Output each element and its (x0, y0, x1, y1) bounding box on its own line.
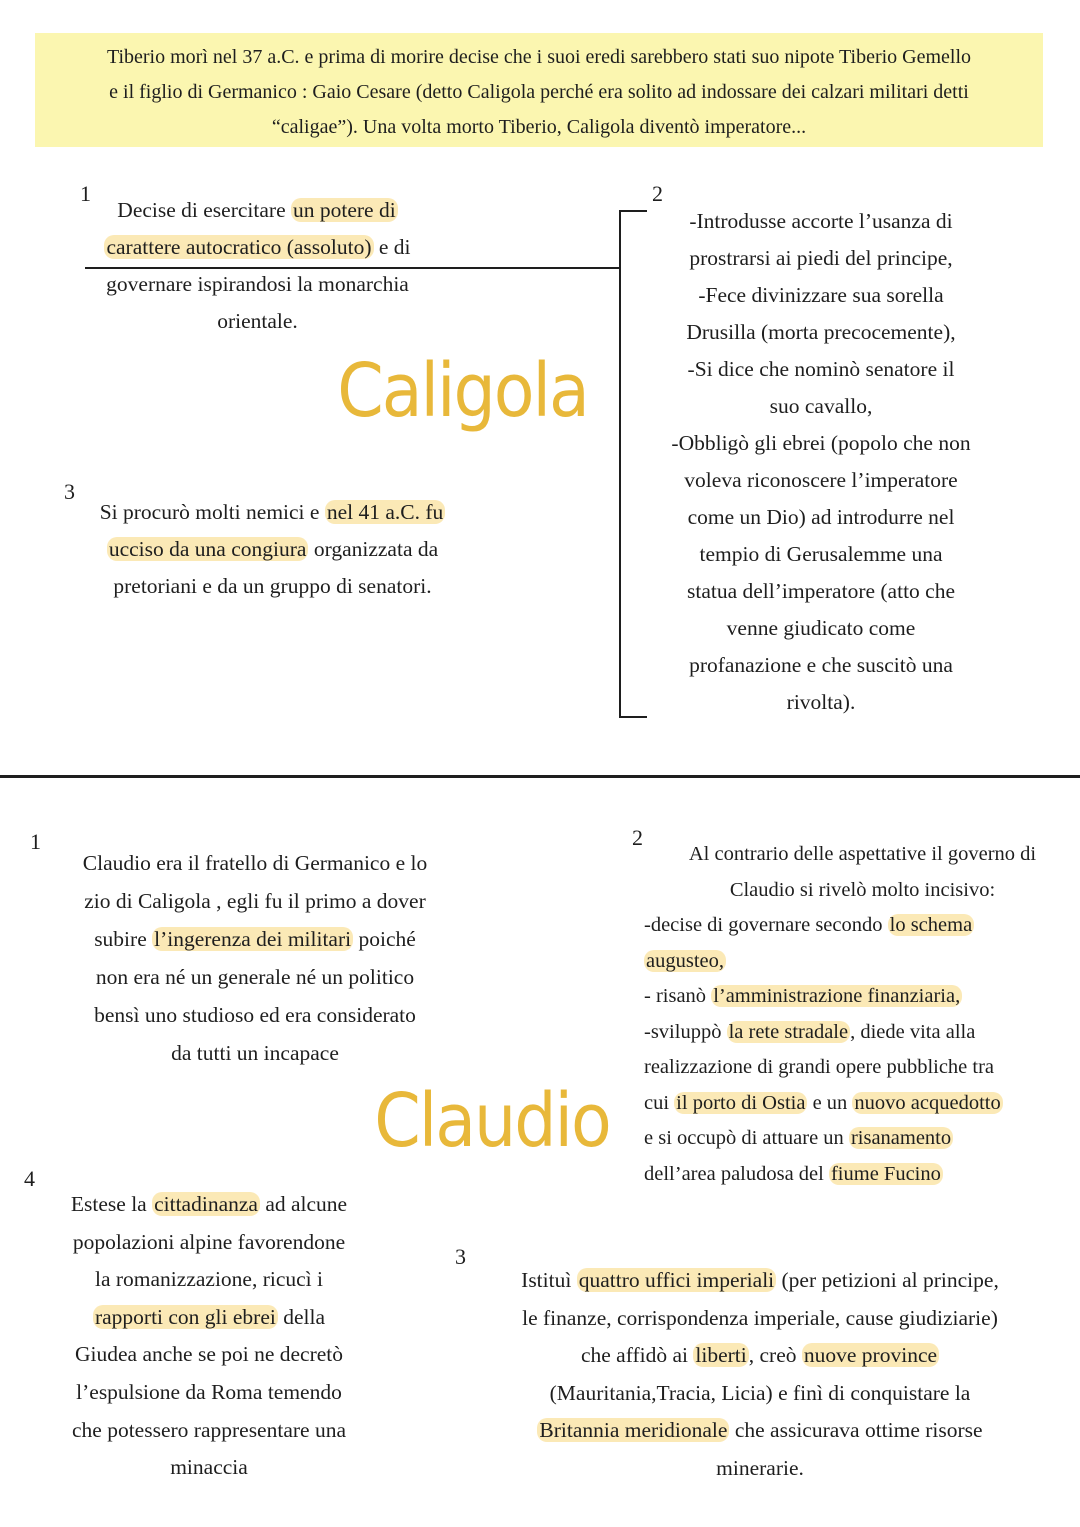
list-line: -Si dice che nominò senatore il (687, 357, 955, 381)
caligola-section-2-number: 2 (652, 181, 663, 206)
caligola-section-3-text (70, 494, 475, 605)
text-run: (per petizioni al principe, (776, 1268, 999, 1292)
text-line: minerarie. (716, 1455, 804, 1480)
highlight: l’ingerenza dei militari (154, 927, 352, 951)
highlight: un potere di (293, 198, 396, 222)
text-line: la romanizzazione, ricucì i (94, 1267, 324, 1292)
highlight: nuove province (803, 1343, 938, 1367)
highlight: liberti (695, 1343, 747, 1367)
text-line: da tutti un incapace (171, 1041, 339, 1065)
list-line: voleva riconoscere l’imperatore (684, 468, 958, 492)
list-line: tempio di Gerusalemme una (699, 542, 943, 566)
highlight: cittadinanza (154, 1192, 258, 1216)
claudio-section-3-number: 3 (455, 1244, 466, 1269)
highlight: nel 41 a.C. fu (326, 500, 444, 524)
text-run: e un (807, 1091, 853, 1114)
highlight: carattere autocratico (assoluto) (106, 235, 372, 259)
text-line: (Mauritania,Tracia, Licia) e finì di conquistare la (549, 1380, 971, 1405)
text-run: e si occupò di attuare un (644, 1127, 849, 1149)
list-line: -Obbligò gli ebrei (popolo che non (671, 431, 971, 455)
list-line: venne giudicato come (726, 616, 916, 640)
text-run: Decise di esercitare (117, 198, 291, 222)
text-run: poiché (353, 927, 416, 951)
highlight: l’amministrazione finanziaria, (713, 985, 961, 1007)
claudio-section-2-number: 2 (632, 825, 643, 850)
bracket-vertical-line (619, 210, 621, 718)
intro-line-2: e il figlio di Germanico : Gaio Cesare (detto Caligola perché era solito ad indossare dei calzari militari detti (109, 81, 969, 103)
highlight: risanamento (850, 1127, 952, 1149)
text-line: Claudio era il fratello di Germanico e lo (82, 851, 428, 875)
intro-line-1: Tiberio morì nel 37 a.C. e prima di morire decise che i suoi eredi sarebbero stati suo nipote Tiberio Gemello (106, 46, 972, 68)
intro-line-3: “caligae”). Una volta morto Tiberio, Caligola diventò imperatore... (271, 116, 807, 138)
caligola-section-1-number: 1 (80, 181, 91, 206)
highlight: la rete stradale (728, 1020, 849, 1043)
text-line: Claudio si rivelò molto incisivo: (729, 878, 996, 901)
list-line: -Fece divinizzare sua sorella (698, 283, 944, 307)
text-run: -sviluppò (644, 1020, 727, 1043)
text-run: della (277, 1304, 326, 1329)
text-run: - risanò (644, 985, 712, 1007)
highlight: quattro uffici imperiali (578, 1268, 775, 1292)
highlight: nuovo acquedotto (854, 1091, 1001, 1114)
caligola-section-2-text (640, 203, 1002, 721)
text-line: pretoriani e da un gruppo di senatori. (113, 574, 432, 598)
text-run: -decise di governare secondo (644, 914, 888, 936)
text-run: organizzata da (308, 537, 439, 561)
claudio-section-1-text (35, 844, 475, 1072)
list-line: prostrarsi ai piedi del principe, (689, 246, 953, 270)
highlight: ucciso da una congiura (108, 537, 307, 561)
text-run: cui (644, 1091, 675, 1114)
text-run: , diede vita alla (850, 1020, 976, 1043)
claudio-section-1-number: 1 (30, 829, 41, 854)
text-line: minaccia (170, 1455, 248, 1480)
text-run: subire (94, 927, 153, 951)
text-run: Si procurò molti nemici e (99, 500, 325, 524)
list-line: -Introdusse accorte l’usanza di (689, 209, 953, 233)
caligola-section-1-text (60, 192, 455, 340)
claudio-section-4-number: 4 (24, 1166, 35, 1191)
text-line: orientale. (217, 309, 298, 333)
intro-box (35, 33, 1043, 147)
text-run: e di (373, 235, 411, 259)
list-line: statua dell’imperatore (atto che (686, 579, 956, 603)
claudio-title: Claudio (374, 1078, 610, 1164)
list-line: profanazione e che suscitò una (689, 653, 953, 677)
highlight: rapporti con gli ebrei (94, 1304, 276, 1329)
highlight: augusteo, (646, 949, 724, 972)
highlight: il porto di Ostia (676, 1091, 806, 1114)
text-line: le finanze, corrispondenza imperiale, cause giudiziarie) (522, 1305, 998, 1330)
highlight: lo schema (889, 914, 973, 936)
text-line: Giudea anche se poi ne decretò (74, 1342, 344, 1367)
highlight: fiume Fucino (830, 1162, 941, 1185)
caligola-section-3-number: 3 (64, 479, 75, 504)
text-line: governare ispirandosi la monarchia (106, 272, 409, 296)
text-line: popolazioni alpine favorendone (72, 1229, 346, 1254)
text-line: che potessero rappresentare una (72, 1417, 346, 1442)
text-run: Istituì (521, 1268, 577, 1292)
text-line: realizzazione di grandi opere pubbliche tra (644, 1056, 995, 1078)
text-run: , creò (748, 1343, 802, 1367)
text-run: ad alcune (259, 1192, 348, 1216)
caligola-title: Caligola (337, 348, 588, 434)
connector-line (85, 267, 620, 269)
list-line: rivolta). (786, 690, 856, 714)
claudio-section-3-text (470, 1262, 1050, 1487)
text-run: dell’area paludosa del (644, 1162, 829, 1185)
claudio-section-4-text (30, 1186, 388, 1487)
list-line: come un Dio) ad introdurre nel (687, 505, 955, 529)
claudio-section-2-text (644, 837, 1069, 1192)
text-run: che assicurava ottime risorse (729, 1418, 983, 1442)
text-line: zio di Caligola , egli fu il primo a dover (84, 889, 426, 913)
section-divider (0, 775, 1080, 778)
text-line: bensì uno studioso ed era considerato (94, 1003, 416, 1027)
text-line: non era né un generale né un politico (95, 965, 415, 989)
text-run: Estese la (70, 1192, 153, 1216)
highlight: Britannia meridionale (539, 1418, 728, 1442)
list-line: suo cavallo, (769, 394, 873, 418)
list-line: Drusilla (morta precocemente), (686, 320, 956, 344)
text-run: che affidò ai (580, 1343, 694, 1367)
text-line: Al contrario delle aspettative il governo di (688, 843, 1037, 865)
text-line: l’espulsione da Roma temendo (76, 1379, 342, 1404)
